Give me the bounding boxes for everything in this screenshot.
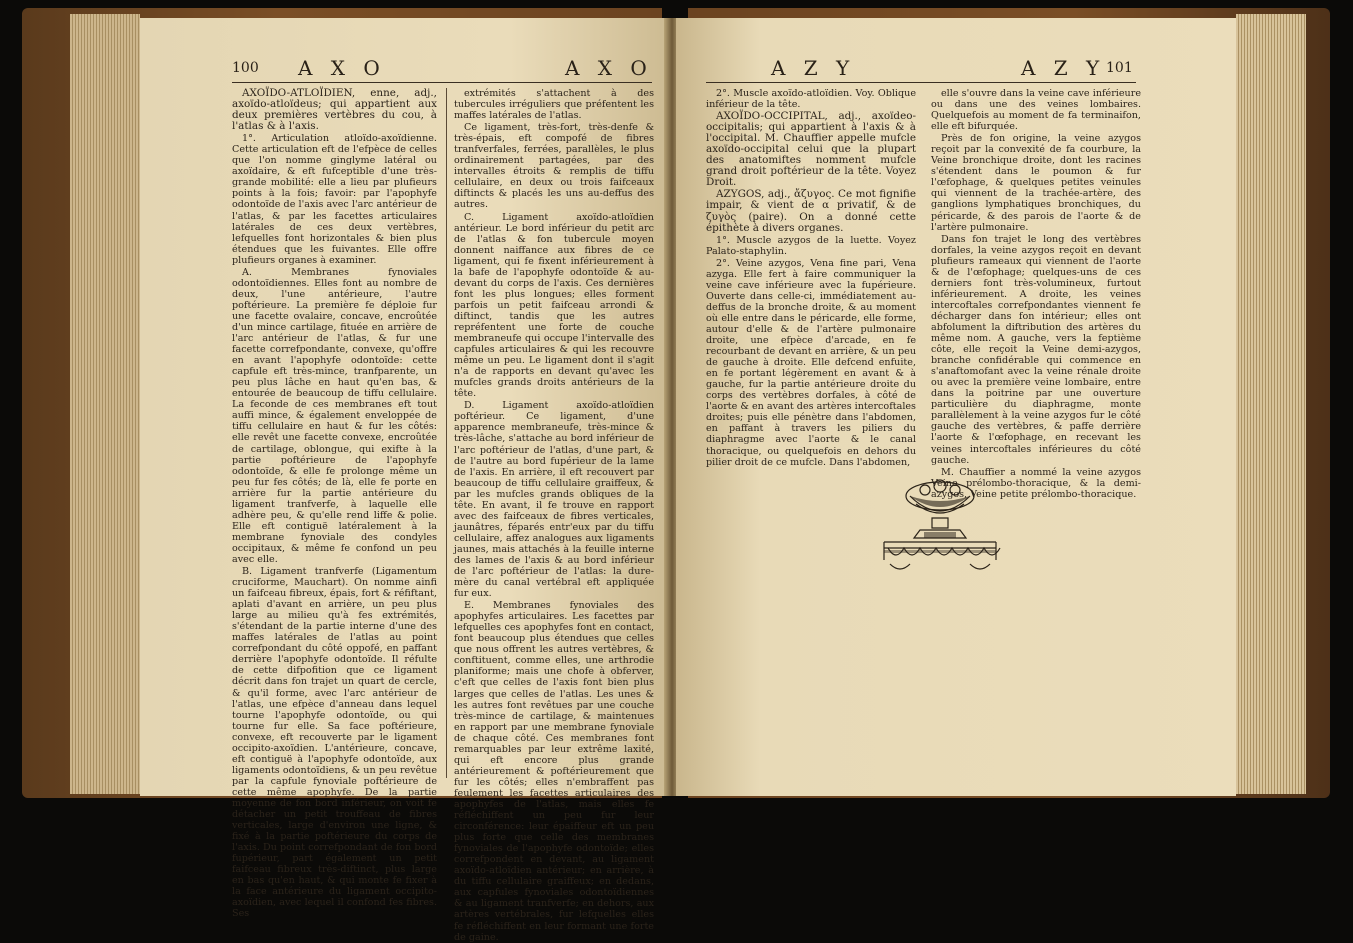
paragraph: A. Membranes fynoviales odontoïdiennes. Elles font au nombre de deux, l'une antérieure, l'autre poftérieure. La première fe déploie fur une facette ovalaire, concave, encroûtée d'un mince cartilage, fituée en arrière de l'arc antérieur de l'atlas, & fur une facette correfpondante, convexe, qu'offre en avant l'apophyfe odontoïde: cette capfule eft très-mince, tranfparente, un peu plus lâche en haut qu'en bas, & entourée de beaucoup de tiffu cellulaire. La feconde de ces membranes eft tout auffi mince, & également enveloppée de tiffu cellulaire en haut & fur les côtés: elle revêt une facette convexe, encroûtée de cartilage, oblongue, qui exifte à la partie poftérieure de l'apophyfe odontoïde, & elle fe prolonge même un peu fur fes côtés; de là, elle fe porte en arrière fur la partie antérieure du ligament tranfverfe, à laquelle elle adhère peu, & qu'elle rend liffe & polie. Elle eft contiguë latéralement à la membrane fynoviale des condyles occipitaux, & même fe confond un peu avec elle. <box>232 266 437 565</box>
left-folio: 100 <box>232 60 259 76</box>
right-column-1 <box>706 88 916 788</box>
paragraph: AXOÏDO-OCCIPITAL, adj., axoïdeo-occipitalis; qui appartient à l'axis & à l'occipital. M. Chauffier appelle mufcle axoïdo-occipital celui que la plupart des anatomiftes nomment mufcle grand droit poftérieur de la tête. Voyez Droit. <box>706 110 916 189</box>
left-column-2 <box>454 88 654 943</box>
paragraph: elle s'ouvre dans la veine cave inférieure ou dans une des veines lombaires. Quelquefois au moment de fa terminaifon, elle eft bifurquée. <box>931 88 1141 133</box>
paragraph: D. Ligament axoïdo-atloïdien poftérieur. Ce ligament, d'une apparence membraneufe, très-mince & très-lâche, s'attache au bord inférieur de l'arc poftérieur de l'atlas, d'une part, & de l'autre au bord fupérieur de la lame de l'axis. En arrière, il eft recouvert par beaucoup de tiffu cellulaire graiffeux, & par les mufcles grands obliques de la tête. En avant, il fe trouve en rapport avec des faifceaux de fibres verticales, jaunâtres, féparés entr'eux par du tiffu cellulaire, affez analogues aux ligaments jaunes, mais attachés à la feuille interne des lames de l'axis & au bord inférieur de l'arc poftérieur de l'atlas: la dure-mère du canal vertébral eft appliquée fur eux. <box>454 400 654 600</box>
paragraph: extrémités s'attachent à des tubercules irréguliers que préfentent les maffes latérales de l'atlas. <box>454 88 654 122</box>
right-page <box>676 18 1236 796</box>
paragraph: Ce ligament, très-fort, très-denfe & très-épais, eft compofé de fibres tranfverfales, ferrées, parallèles, le plus ordinairement partagées, par des intervalles étroits & remplis de tiffu cellulaire, en deux ou trois faifceaux diftincts & placés les uns au-deffus des autres. <box>454 122 654 211</box>
left-header-rule <box>232 82 652 83</box>
paragraph: AZYGOS, adj., ἄζυγος. Ce mot fignifie impair, & vient de α privatif, & de ζυγὸς (paire). On a donné cette épithète à divers organes. <box>706 188 916 234</box>
paragraph: AXOÏDO-ATLOÏDIEN, enne, adj., axoïdo-atloïdeus; qui appartient aux deux premières vertèbres du cou, à l'atlas & à l'axis. <box>232 87 437 133</box>
paragraph: Dans fon trajet le long des vertèbres dorfales, la veine azygos reçoit en devant plufieurs rameaux qui viennent de l'aorte & de l'œfophage; quelques-uns de ces derniers font très-volumineux, furtout inférieurement. A droite, les veines intercoftales correfpondantes viennent fe décharger dans fon intérieur; elles ont abfolument la diftribution des artères du même nom. A gauche, vers la feptième côte, elle reçoit la Veine demi-azygos, branche confidérable qui commence en s'anaftomofant avec la veine rénale droite ou avec la première veine lombaire, entre dans la poitrine par une ouverture particulière du diaphragme, monte parallèlement à la veine azygos fur le côté gauche des vertèbres, & paffe derrière l'aorte & l'œfophage, en recevant les veines intercoftales inférieures du côté gauche. <box>931 233 1141 466</box>
paragraph: E. Membranes fynoviales des apophyfes articulaires. Les facettes par lefquelles ces apophyfes font en contact, font beaucoup plus étendues que celles que nous offrent les autres vertèbres, & conftituent, comme elles, une arthrodie planiforme; mais une chofe à obferver, c'eft que celles de l'axis font bien plus larges que celles de l'atlas. Les unes & les autres font revêtues par une couche très-mince de cartilage, & maintenues en rapport par une membrane fynoviale de chaque côté. Ces membranes font remarquables par leur extrême laxité, qui eft encore plus grande antérieurement & poftérieurement que fur les côtés; elles n'embraffent pas feulement les facettes articulaires des apophyfes de l'atlas, mais elles fe réfléchiffent un peu fur leur circonférence: leur épaiffeur eft un peu plus forte que celle des membranes fynoviales de l'apophyfe odontoïde; elles correfpondent en devant, au ligament axoïdo-atloïdien antérieur; en arrière, à du tiffu cellulaire graiffeux; en dedans, aux capfules fynoviales odontoïdiennes & au ligament tranfverfe; en dehors, aux artères vertébrales, fur lefquelles elles fe réfléchiffent en leur formant une forte de gaine. <box>454 600 654 943</box>
paragraph: C. Ligament axoïdo-atloïdien antérieur. Le bord inférieur du petit arc de l'atlas & fon tubercule moyen donnent naiffance aux fibres de ce ligament, qui fe fixent inférieurement à la bafe de l'apophyfe odontoïde & au-devant du corps de l'axis. Ces dernières font les plus longues; elles forment parfois un petit faifceau arrondi & diftinct, tandis que les autres repréfentent une forte de couche membraneufe qui occupe l'intervalle des capfules articulaires & qui les recouvre même un peu. Le ligament dont il s'agit n'a de rapports en devant qu'avec les mufcles grands droits antérieurs de la tête. <box>454 211 654 400</box>
left-column-divider <box>446 88 447 778</box>
paragraph: M. Chauffier a nommé la veine azygos Veine prélombo-thoracique, & la demi-azygos, Veine petite prélombo-thoracique. <box>931 466 1141 500</box>
right-folio: 101 <box>1106 60 1133 76</box>
paragraph: 2°. Veine azygos, Vena fine pari, Vena azyga. Elle fert à faire communiquer la veine cave inférieure avec la fupérieure. Ouverte dans celle-ci, immédiatement au-deffus de la bronche droite, & au moment où elle entre dans le péricarde, elle forme, autour d'elle & de l'artère pulmonaire droite, une efpèce d'arcade, en fe recourbant de devant en arrière, & un peu de gauche à droite. Elle defcend enfuite, en fe portant légèrement en avant & à gauche, fur la partie antérieure droite du corps des vertèbres dorfales, à côté de l'aorte & en avant des artères intercoftales droites; puis elle pénètre dans l'abdomen, en paffant à travers les piliers du diaphragme avec l'aorte & le canal thoracique, ou quelquefois en dehors du pilier droit de ce mufcle. Dans l'abdomen, <box>706 257 916 468</box>
left-page <box>140 18 668 943</box>
paragraph: 1°. Muscle azygos de la luette. Voyez Palato-staphylin. <box>706 234 916 257</box>
right-page-edges <box>1236 14 1306 794</box>
paragraph: 1°. Articulation atloïdo-axoïdienne. Cette articulation eft de l'efpèce de celles que l'on nomme ginglyme latéral ou axoïdaire, & eft fufceptible d'une très-grande mobilité: elle a lieu par plufieurs points à la fois; favoir: par l'apophyfe odontoïde de l'axis avec l'arc antérieur de l'atlas, & par les facettes articulaires latérales de ces deux vertèbres, lefquelles font horizontales & bien plus étendues que les fuivantes. Elle offre plufieurs organes à examiner. <box>232 133 437 266</box>
left-page-edges <box>70 14 140 794</box>
right-header-rule <box>706 82 1136 83</box>
left-column-1 <box>232 87 437 920</box>
paragraph: Près de fon origine, la veine azygos reçoit par la convexité de fa courbure, la Veine bronchique droite, dont les racines s'étendent dans le poumon & fur l'œfophage, & quelques petites veinules qui viennent de la trachée-artère, des ganglions lymphatiques bronchiques, du péricarde, & des parois de l'aorte & de l'artère pulmonaire. <box>931 133 1141 233</box>
right-running-head-1: A Z Y <box>771 56 856 80</box>
left-running-head-2: A X O <box>565 56 653 80</box>
left-running-head-1: A X O <box>298 56 386 80</box>
paragraph: B. Ligament tranfverfe (Ligamentum cruciforme, Mauchart). On nomme ainfi un faifceau fibreux, épais, fort & réfiftant, aplati d'avant en arrière, un peu plus large au milieu qu'à fes extrémités, s'étendant de la partie interne d'une des maffes latérales de l'atlas au point correfpondant du côté oppofé, en paffant derrière l'apophyfe odontoïde. Il réfulte de cette difpofition que ce ligament décrit dans fon trajet un quart de cercle, & qu'il forme, avec l'arc antérieur de l'atlas, une efpèce d'anneau dans lequel tourne l'apophyfe odontoïde, ou qui tourne fur elle. Sa face poftérieure, convexe, eft recouverte par le ligament occipito-axoïdien. L'antérieure, concave, eft contiguë à l'apophyfe odontoïde, aux ligaments odontoïdiens, & un peu revêtue par la capfule fynoviale poftérieure de cette même apophyfe. De la partie moyenne de fon bord inférieur, on voit fe détacher un petit trouffeau de fibres verticales, large d'environ une ligne, & fixé à la partie poftérieure du corps de l'axis. Du point correfpondant de fon bord fupérieur, part également un petit faifceau fibreux très-diftinct, plus large en bas qu'en haut, & qui monte fe fixer à la face antérieure du ligament occipito-axoïdien, avec lequel il confond fes fibres. Ses <box>232 566 437 920</box>
right-column-2 <box>931 88 1141 500</box>
tailpiece-ornament <box>880 474 1000 580</box>
right-running-head-2: A Z Y <box>1021 56 1106 80</box>
paragraph: 2°. Muscle axoïdo-atloïdien. Voy. Oblique inférieur de la tête. <box>706 88 916 111</box>
